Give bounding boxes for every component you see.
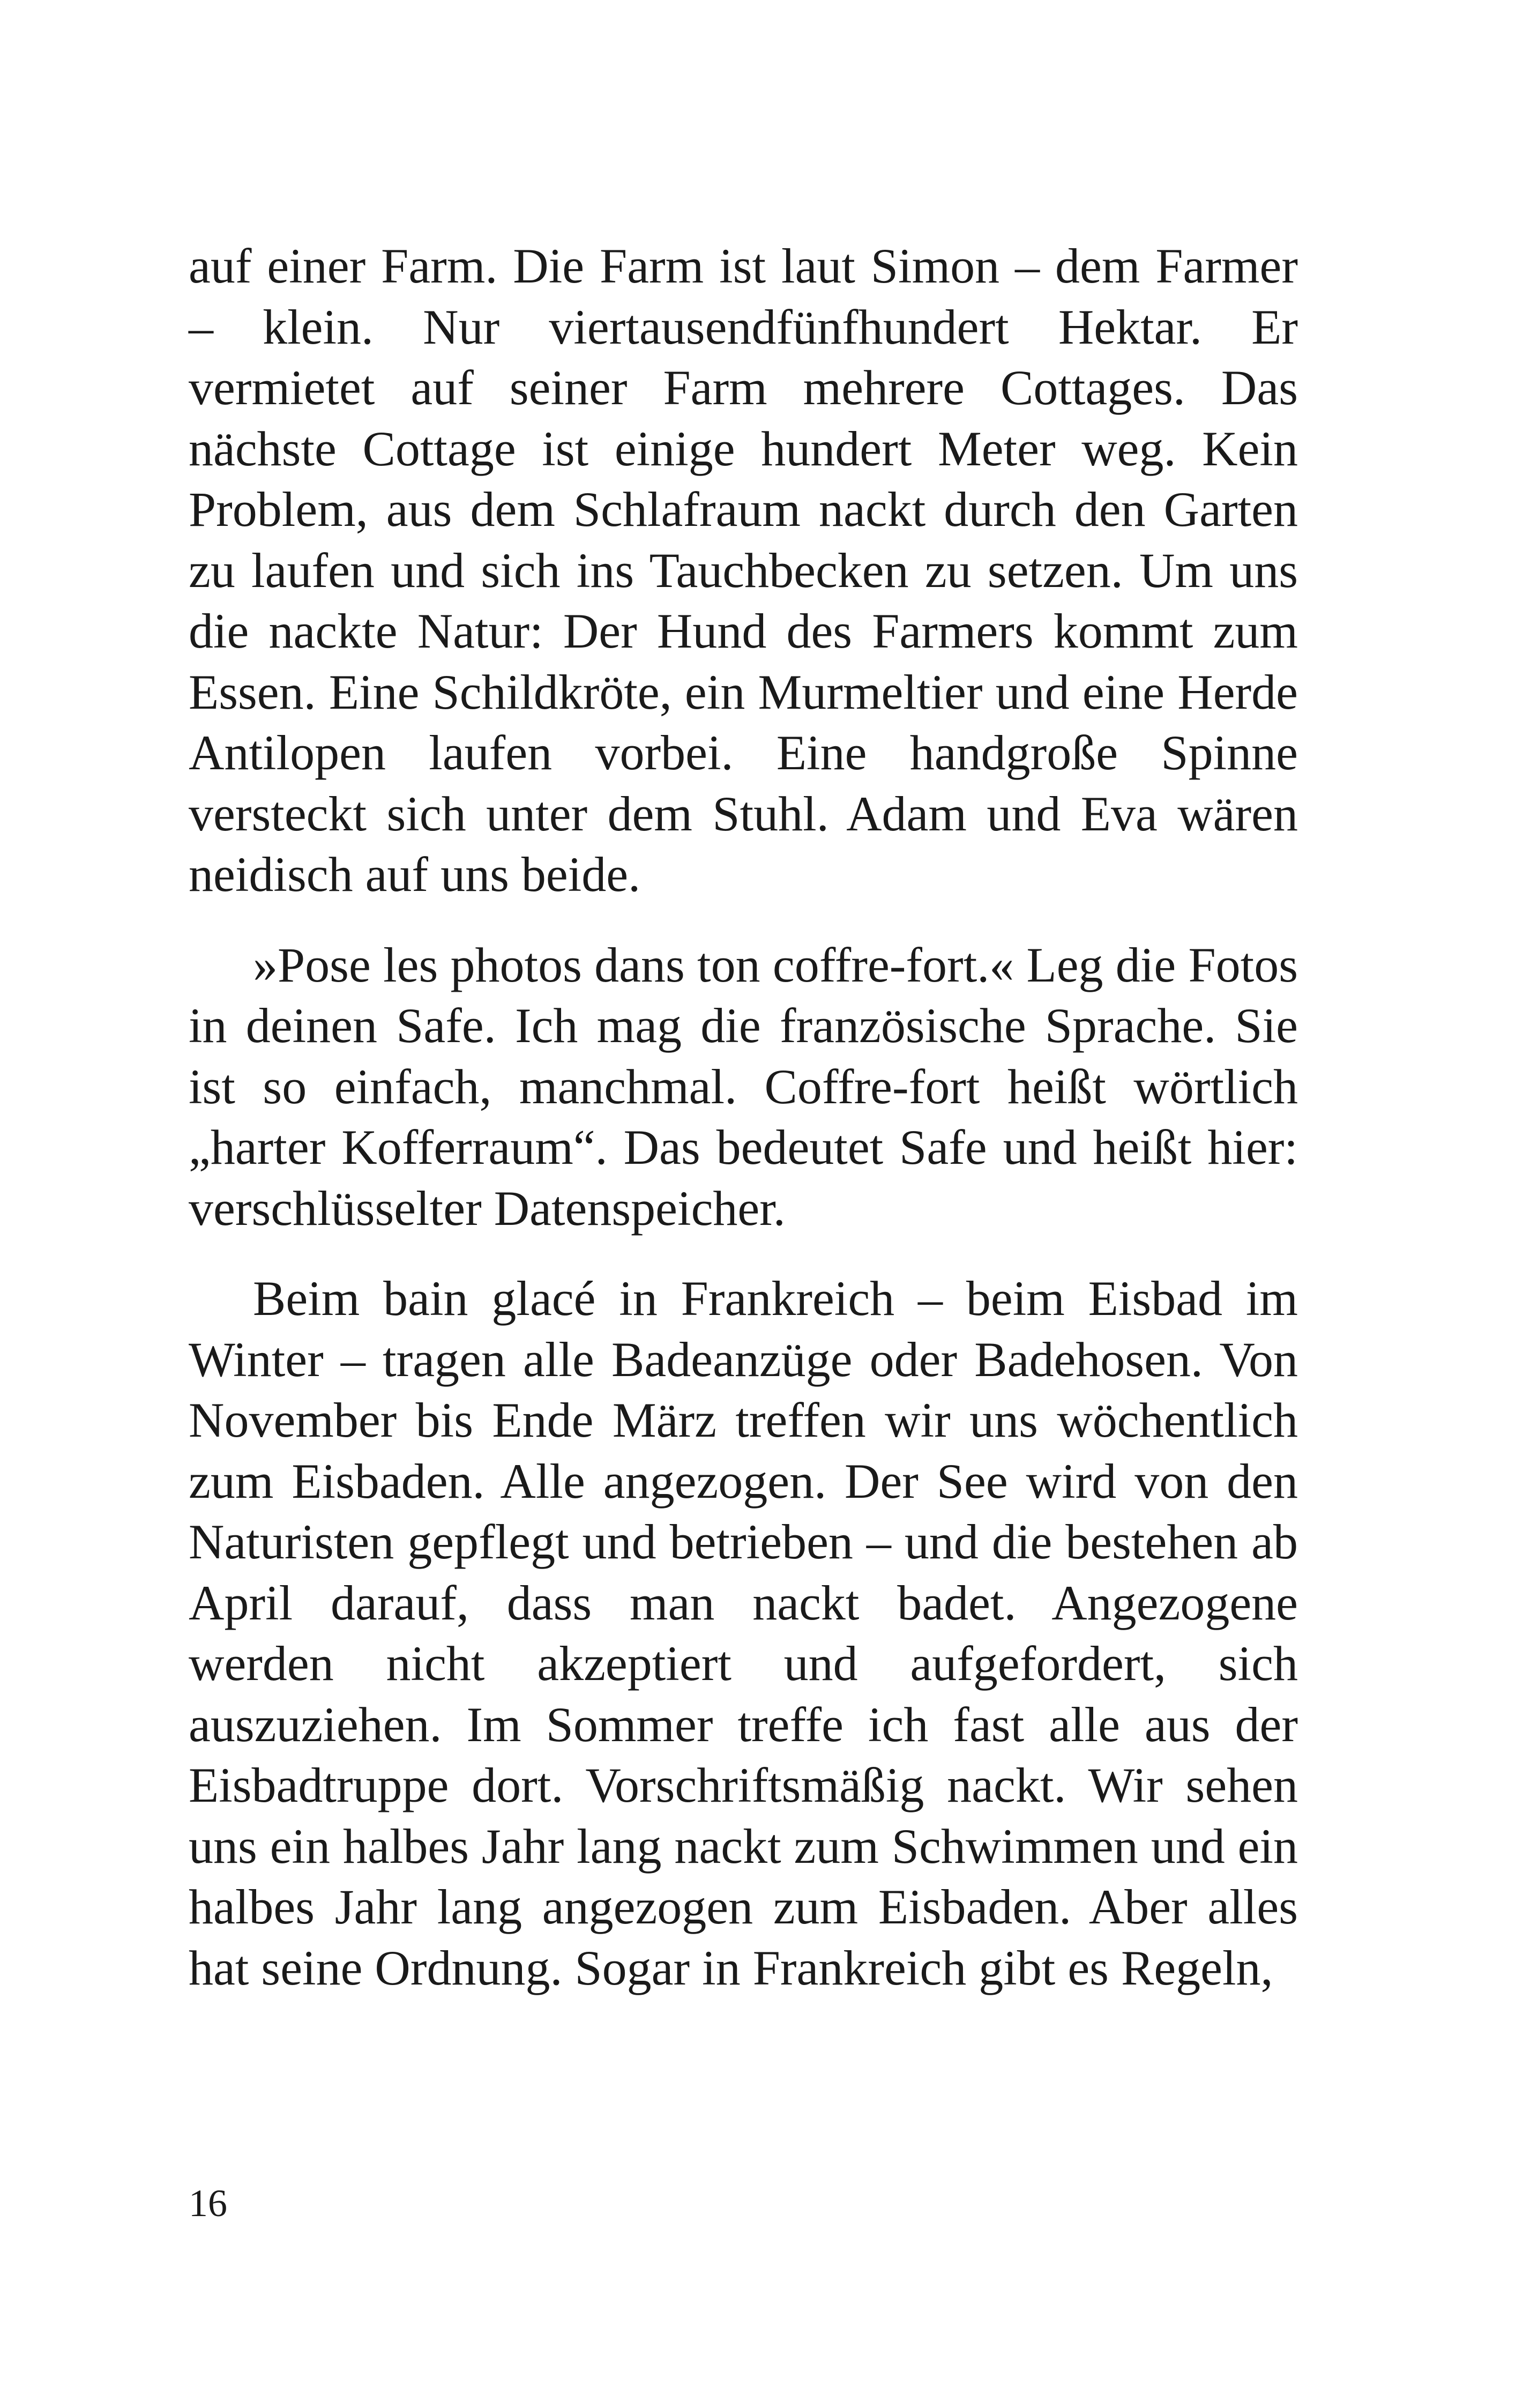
paragraph-2: »Pose les photos dans ton coffre-fort.« Leg die Fotos in deinen Safe. Ich mag die französische Sprache. Sie ist so einfach, manchmal. Coffre-fort heißt wörtlich „harter Kofferraum“. Das bedeutet Safe und heißt hier: verschlüsselter Datenspeicher. [189,937,1298,1236]
body-text [189,236,1298,1998]
paragraph-1: auf einer Farm. Die Farm ist laut Simon – dem Farmer – klein. Nur viertausendfünfhundert Hektar. Er vermietet auf seiner Farm mehrere Cottages. Das nächste Cottage ist einige hundert Meter weg. Kein Problem, aus dem Schlafraum nackt durch den Garten zu laufen und sich ins Tauchbecken zu setzen. Um uns die nackte Natur: Der Hund des Farmers kommt zum Essen. Eine Schildkröte, ein Murmeltier und eine Herde Antilopen laufen vorbei. Eine handgroße Spinne versteckt sich unter dem Stuhl. Adam und Eva wären neidisch auf uns beide. [189,239,1298,902]
paragraph-3: Beim bain glacé in Frankreich – beim Eisbad im Winter – tragen alle Badeanzüge oder Badehosen. Von November bis Ende März treffen wir uns wöchentlich zum Eisbaden. Alle angezogen. Der See wird von den Naturisten gepflegt und betrieben – und die bestehen ab April darauf, dass man nackt badet. Angezogene werden nicht akzeptiert und aufgefordert, sich auszuziehen. Im Sommer treffe ich fast alle aus der Eisbadtruppe dort. Vorschriftsmäßig nackt. Wir sehen uns ein halbes Jahr lang nackt zum Schwimmen und ein halbes Jahr lang angezogen zum Eisbaden. Aber alles hat seine Ordnung. Sogar in Frankreich gibt es Regeln, [189,1271,1298,1995]
page-number: 16 [189,2182,227,2225]
